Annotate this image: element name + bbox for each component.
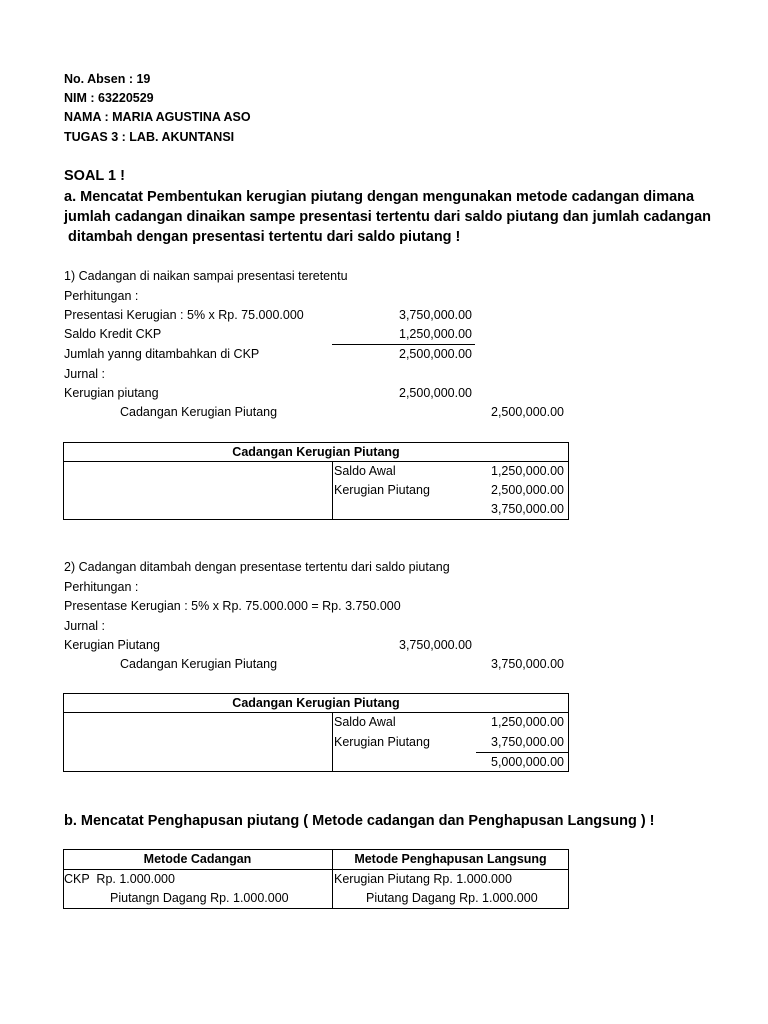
part2-t-row1-label: Saldo Awal (334, 715, 396, 729)
part2-j2-credit: 3,750,000.00 (491, 657, 564, 671)
part2-calc: Presentase Kerugian : 5% x Rp. 75.000.000 = Rp. 3.750.000 (64, 599, 401, 613)
part2-jurnal: Jurnal : (64, 619, 105, 633)
part2-t-row2-value: 3,750,000.00 (491, 735, 564, 749)
part1-t-total: 3,750,000.00 (491, 502, 564, 516)
part-b-col1-row1: CKP Rp. 1.000.000 (64, 872, 175, 886)
part-b-col2-row1: Kerugian Piutang Rp. 1.000.000 (334, 872, 512, 886)
part1-sum-line (332, 344, 475, 345)
part-b-header-divider (63, 869, 569, 870)
part1-row1-label: Presentasi Kerugian : 5% x Rp. 75.000.000 (64, 308, 304, 322)
part-b-col1-row2: Piutangn Dagang Rp. 1.000.000 (110, 891, 289, 905)
part-b-col1-header: Metode Cadangan (143, 852, 252, 866)
part1-t-row2-value: 2,500,000.00 (491, 483, 564, 497)
part2-t-title: Cadangan Kerugian Piutang (232, 696, 400, 710)
nim-label: NIM : 63220529 (64, 91, 154, 105)
part1-heading: 1) Cadangan di naikan sampai presentasi teretentu (64, 269, 348, 283)
part1-row2-label: Saldo Kredit CKP (64, 327, 162, 341)
part1-t-row1-label: Saldo Awal (334, 464, 396, 478)
part1-j1-label: Kerugian piutang (64, 386, 159, 400)
part2-t-row2-label: Kerugian Piutang (334, 735, 430, 749)
part1-t-row1-value: 1,250,000.00 (491, 464, 564, 478)
part1-row3-value: 2,500,000.00 (399, 347, 472, 361)
absen-label: No. Absen : 19 (64, 72, 151, 86)
part1-jurnal: Jurnal : (64, 367, 105, 381)
part2-j1-debit: 3,750,000.00 (399, 638, 472, 652)
part1-j1-debit: 2,500,000.00 (399, 386, 472, 400)
part2-t-total: 5,000,000.00 (491, 755, 564, 769)
part1-row2-value: 1,250,000.00 (399, 327, 472, 341)
part1-t-divider (63, 461, 569, 462)
part1-j2-credit: 2,500,000.00 (491, 405, 564, 419)
part2-heading: 2) Cadangan ditambah dengan presentase tertentu dari saldo piutang (64, 560, 450, 574)
part2-j1-label: Kerugian Piutang (64, 638, 160, 652)
part-b-col2-row2: Piutang Dagang Rp. 1.000.000 (366, 891, 538, 905)
soal-title: SOAL 1 ! (64, 168, 125, 184)
part1-t-row2-label: Kerugian Piutang (334, 483, 430, 497)
part2-perhitungan: Perhitungan : (64, 580, 139, 594)
part1-row3-label: Jumlah yanng ditambahkan di CKP (64, 347, 260, 361)
tugas-label: TUGAS 3 : LAB. AKUNTANSI (64, 130, 235, 144)
part2-t-center-line (332, 712, 333, 772)
part2-t-sum-line (476, 752, 569, 753)
part1-perhitungan: Perhitungan : (64, 289, 139, 303)
part-b-title: b. Mencatat Penghapusan piutang ( Metode cadangan dan Penghapusan Langsung ) ! (64, 813, 655, 829)
part2-t-row1-value: 1,250,000.00 (491, 715, 564, 729)
part2-j2-label: Cadangan Kerugian Piutang (120, 657, 278, 671)
nama-label: NAMA : MARIA AGUSTINA ASO (64, 110, 251, 124)
part1-t-center-line (332, 461, 333, 520)
soal-a-line3: ditambah dengan presentasi tertentu dari saldo piutang ! (64, 229, 461, 245)
part-b-col2-header: Metode Penghapusan Langsung (354, 852, 547, 866)
soal-a-line2: jumlah cadangan dinaikan sampe presentasi tertentu dari saldo piutang dan jumlah cadangan (64, 209, 712, 225)
part2-t-divider (63, 712, 569, 713)
soal-a-line1: a. Mencatat Pembentukan kerugian piutang dengan mengunakan metode cadangan dimana (64, 189, 695, 205)
part1-t-title: Cadangan Kerugian Piutang (232, 445, 400, 459)
part1-j2-label: Cadangan Kerugian Piutang (120, 405, 278, 419)
part1-row1-value: 3,750,000.00 (399, 308, 472, 322)
